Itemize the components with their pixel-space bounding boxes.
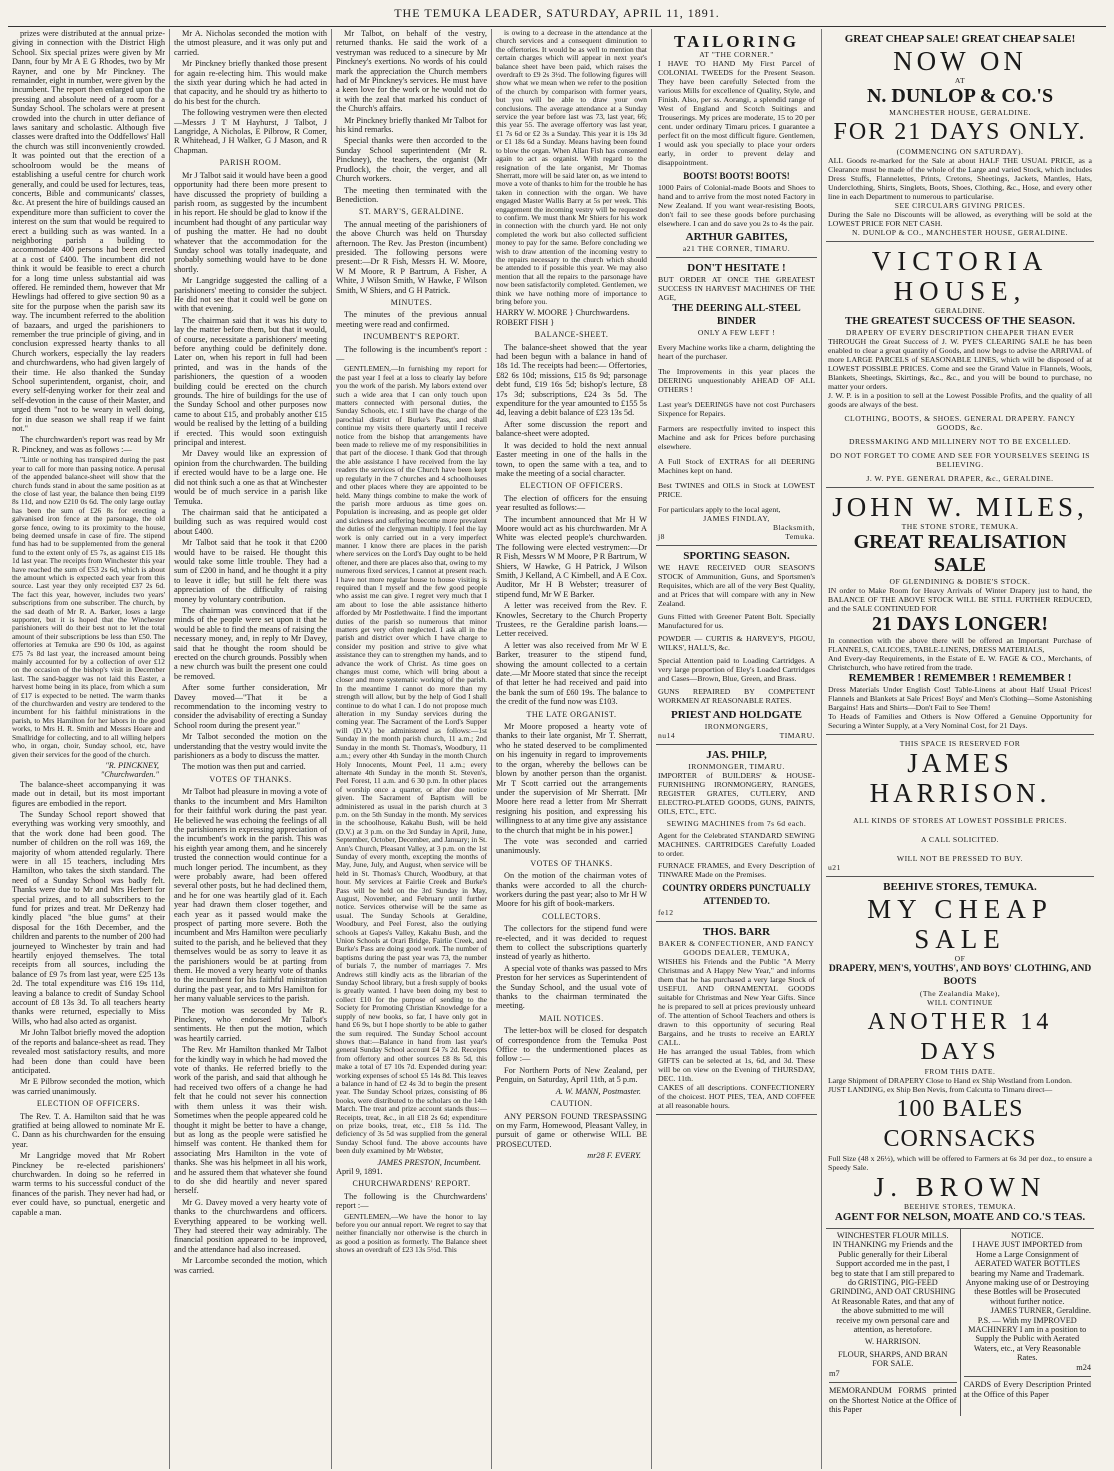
ad-body: CLOTHING, BOOTS, & SHOES. GENERAL DRAPERY. FANCY GOODS, &c. <box>844 414 1076 432</box>
section-heading: COLLECTORS. <box>542 911 601 921</box>
signature: JAMES TURNER, Geraldine. <box>990 1306 1091 1316</box>
ad-heading: COUNTRY ORDERS PUNCTUALLY ATTENDED TO. <box>662 883 811 906</box>
ad-subtitle: OF <box>954 954 966 963</box>
signature: HARRY W. MOORE } Churchwardens. <box>496 308 630 318</box>
article-paragraph: The balance-sheet showed that the year had been begun with a balance in hand of 18s 1d. The receipts had been:— Offertories, £82 6s 10d; missions, £15 8s 9d; parsonage debt fund, £19 16s 5d; bishop's lecture, £8 17s 3d; subscriptions, £24 3s 5d. The expenditure for the year amounted to £155 5s 4d, leaving a debit balance of £23 13s 5d. <box>496 342 647 418</box>
article-paragraph: The annual meeting of the parishioners of the above Church was held on Thursday afternoon. The Rev. Jas Preston (incumbent) presided. The following persons were present:—Dr R Fish, Messrs H. W. Moore, W M Moore, R P Bartrum, A Fisher, A White, J Wilson Smith, W Hawke, F Wilson Smith, W Shiers, and G H Patrick. <box>336 219 487 295</box>
ad-body: FURNACE FRAMES, and Every Description of TINWARE Made on the Premises. <box>658 861 815 879</box>
ad-james-harrison <box>826 735 1094 877</box>
article-paragraph: The chairman was convinced that if the minds of the people were set upon it that he would be able to find the means of raising the necessary money, and, in reply to Mr Davey, said that he thought the room should be erected on the church grounds. Possibly when a new church was built the present one could be removed. <box>174 605 327 681</box>
advertiser-name: J. BROWN <box>873 1172 1047 1202</box>
section-heading: CHURCHWARDENS' REPORT. <box>352 1179 471 1189</box>
ad-title: ANOTHER 14 DAYS <box>867 1009 1053 1065</box>
ad-code: a21 <box>682 244 696 253</box>
ad-body: WILL NOT BE PRESSED TO BUY. <box>896 854 1024 863</box>
ad-body: THROUGH the Great Success of J. W. PYE'S CLEARING SALE he has been enabled to clear a great quantity of Goods, and now begs to advise the ARRIVAL of more LARGE PARCELS of SEASONABLE LINES, which will be disposed of at LOWEST POSSIBLE PRICES. Come and see the Grand Value in Flannels, Wools, Blankets, Sheetings, Skirtings, &c., &c., and you will be bound to purchase, no matter your orders. <box>828 337 1092 391</box>
ad-body: GUNS REPAIRED BY COMPETENT WORKMEN AT REASONABLE RATES. <box>658 687 815 705</box>
signature: W. HARRISON. <box>864 1337 921 1347</box>
article-paragraph: Mr Moore proposed a hearty vote of thanks to their late organist, Mr T. Sherratt, who he stated deserved to be complimented on his ingenuity in regard to improvements to the organ, whereby the bellows can be blown by another person than the organist. Mr T Scott carried out the arrangements under the supervision of Mr Sherratt. [Mr Moore here read a letter from Mr Sherratt resigning his position, and expressing his willingness to at any time give any assistance to the church that might be in his power.] <box>496 722 647 835</box>
masthead: THE TEMUKA LEADER, SATURDAY, APRIL 11, 1891. <box>8 0 1106 27</box>
ad-heading: BEEHIVE STORES, TEMUKA. <box>883 881 1037 893</box>
section-heading: MAIL NOTICES. <box>539 1013 604 1023</box>
article-paragraph: After some further consideration, Mr Davey moved—"That it be a recommendation to the incoming vestry to consider the advisability of erecting a Sunday School room during the present year." <box>174 683 327 730</box>
ad-body: SEWING MACHINES from 7s 6d each. <box>666 819 807 828</box>
article-paragraph: The vote was seconded and carried unanimously. <box>496 836 647 856</box>
article-paragraph: Mr Davey would like an expression of opinion from the churchwarden. The building if erected would have to be a large one. He did not think such a one as that at Winchester would be of much service in a parish like Temuka. <box>174 449 327 506</box>
ad-title: TAILORING <box>674 32 799 51</box>
article-paragraph: Mr E Pilbrow seconded the motion, which was carried unanimously. <box>12 1077 165 1096</box>
ad-row-bottom <box>826 1229 1094 1416</box>
advertiser-address: THE STONE STORE, TEMUKA. <box>901 522 1019 531</box>
ad-body: A Full Stock of EXTRAS for all DEERING Machines kept on hand. <box>658 457 815 475</box>
ad-body: ALL KINDS OF STORES AT LOWEST POSSIBLE PRICES. <box>853 816 1067 825</box>
ad-body: CAKES of all descriptions. CONFECTIONERY of the choicest. HOT PIES, TEA, AND COFFEE at all reasonable hours. <box>658 1083 815 1110</box>
column-4 <box>492 29 652 1469</box>
article-paragraph: The letter-box will be closed for despatch of correspondence from the Temuka Post Office to the undermentioned places as follow :— <box>496 1026 647 1064</box>
article-paragraph: Special thanks were then accorded to the Sunday School superintendent (Mr R. Pinckney), the teachers, the organist (Mr Prudlock), the choir, the verger, and all Church workers. <box>336 136 487 184</box>
ad-heading: GREAT CHEAP SALE! GREAT CHEAP SALE! <box>844 33 1076 45</box>
article-paragraph: The following vestrymen were then elected—Messrs J T M Hayhurst, J Talbot, J Langridge, A Nicholas, E Pilbrow, R Comer, R Whitehead, J H Walker, G J Mason, and R Chapman. <box>174 108 327 155</box>
section-heading: MINUTES. <box>390 297 433 307</box>
ad-sporting-season <box>656 546 817 745</box>
ad-body: JUST LANDING, ex Ship Ben Nevis, from Calcutta to Timaru direct— <box>828 1085 1053 1094</box>
ad-body: ALL Goods re-marked for the Sale at about HALF THE USUAL PRICE, as a Clearance must be made of the whole of the Large and varied Stock, which includes Dress Stuffs, Flannelettes, Prints, Cretons, Sheetings, Jackets, Mantles, Hats, Underclothing, Shirts, Singlets, Boots, Shoes, Clothing, &c., Hose, and every other line in each Department to numerous to particularise. <box>828 156 1092 201</box>
ad-body: The Improvements in this year places the DEERING unquestionably AHEAD OF ALL OTHERS ! <box>658 367 815 394</box>
ad-body: Guns Fitted with Greener Patent Bolt. Specially Manufactured for us. <box>658 612 815 630</box>
ad-code: fe12 <box>658 908 674 917</box>
ad-code: nu14 <box>658 731 676 740</box>
date-line: April 9, 1891. <box>336 1167 383 1176</box>
ad-body: POWDER — CURTIS & HARVEY'S, PIGOU, WILKS', HALL'S, &c. <box>658 634 815 652</box>
ad-heading: 21 DAYS LONGER! <box>872 613 1048 635</box>
column-3 <box>332 29 492 1469</box>
ad-heading: THIS SPACE IS RESERVED FOR <box>899 739 1021 748</box>
ad-subtitle: FROM THIS DATE. <box>924 1067 996 1076</box>
ad-footer: J. W. PYE. GENERAL DRAPER, &c., GERALDINE. <box>866 474 1054 483</box>
ad-body: WISHES his Friends and the Public "A Merry Christmas and A Happy New Year," and informs them that he has purchased a very large Stock of USEFUL AND ORNAMENTAL GOODS suitable for Christmas and New Year Gifts. Since he is prepared to sell at prices previously unheard of. The attention of School Teachers and others is drawn to this opportunity of securing Real Bargains, and he trusts to receive an EARLY CALL. <box>658 957 815 1047</box>
article-paragraph: The churchwarden's report was read by Mr R. Pinckney, and was as follows :— <box>12 435 165 454</box>
ad-body: To Heads of Families and Others is Now Offered a Genuine Opportunity for Securing a Winter Supply, at a Very Nominal Cost, for 21 Days. <box>828 712 1092 730</box>
ad-subtitle: AT <box>954 76 966 85</box>
ad-code: j8 <box>658 532 665 541</box>
ad-subtitle: (The Zealandia Make), <box>919 989 1001 998</box>
advertiser-trade: IRONMONGERS, <box>704 722 769 731</box>
advertiser-address: GERALDINE. <box>934 306 986 315</box>
article-paragraph: The chairman said that it was his duty to lay the matter before them, but that it would, of course, necessitate a parishioners' meeting before anything could be definitely done. Later on, when his report in full had been printed, and was in the hands of the parishioners, the question of a wooden building could be erected on the church grounds. The hire of buildings for the use of the Sunday School and other purposes now came to about £15, and probably another £15 would be realised by the letting of a building if erected. This would soon extinguish principal and interest. <box>174 315 327 448</box>
ad-body: P.S. — With my IMPROVED MACHINERY I am in a position to Supply the Public with Aerated Waters, etc., at Very Reasonable Rates. <box>968 1315 1087 1363</box>
article-paragraph: Mr Talbot seconded the motion on the understanding that the vestry would invite the parishioners as a body to discuss the matter. <box>174 732 327 761</box>
article-paragraph: The Rev. T. A. Hamilton said that he was gratified at being allowed to nominate Mr E. C. Dann as his churchwarden for the ensuing year. <box>12 1111 165 1149</box>
signature: ROBERT FISH } <box>496 317 555 327</box>
advertiser-name: N. DUNLOP & CO.'S <box>866 85 1054 107</box>
ad-body: Large Shipment of DRAPERY Close to Hand ex Ship Westland from London. <box>828 1076 1072 1085</box>
town: Temuka. <box>785 532 815 541</box>
ad-body: Farmers are respectfully invited to inspect this Machine and ask for Prices before purchasing elsewhere. <box>658 424 815 451</box>
section-heading: INCUMBENT'S REPORT. <box>363 332 460 342</box>
section-heading: ELECTION OF OFFICERS. <box>519 481 624 491</box>
ad-title: THE DEERING ALL-STEEL BINDER <box>672 303 801 327</box>
ad-body: Special Attention paid to Loading Cartridges. A very large proportion of Eley's Loaded Cartridges and Cases—Brown, Blue, Green, and Brass. <box>658 656 815 683</box>
ad-thos-barr <box>656 922 817 1115</box>
article-paragraph: Mr G. Davey moved a very hearty vote of thanks to the churchwardens and officers. Everything appeared to be working well. They had steered their way admirably. The financial position appeared to be improved, and the attendance had also increased. <box>174 1197 327 1254</box>
ad-notice-turner <box>961 1229 1095 1416</box>
ad-body: DRESSMAKING AND MILLINERY NOT TO BE EXCELLED. <box>849 437 1071 446</box>
article-paragraph: Mr Langridge suggested the calling of a parishioners' meeting to consider the subject. He did not see that it could well be gone on with that evening. <box>174 276 327 314</box>
ad-deering-binder <box>656 258 817 546</box>
advertiser-trade: Blacksmith, <box>773 523 815 532</box>
article-paragraph: "Little or nothing has transpired during the past year to call for more than passing notice. A perusal of the appended balance-sheet will show that the church funds stand in about the same position as at the close of last year, the balance then being £199 8s 11d, and now £210 0s 6d. The only large outlay has been the sum of £26 8s for erecting a galvanised iron fence at the parsonage, the old gorse fence, owing to its proximity to the house, being deemed unsafe in case of fire. The stipend fund has had to be supplemented from the general fund to the extent only of £5 7s, as against £15 18s 1d last year. The receipts from Winchester this year have reached the sum of £53 2s 6d, which is about the amount which is expected each year from this source. Last year they only receipted £37 2s 6d. The fact this year, however, includes two years' subscriptions from one subscriber. The church, by the sad death of Mr R. A. Barker, loses a large supporter, but it is hoped that the Winchester parishioners will do their best not to let the total amount of their subscriptions be less than £50. The offertories at Temuka are £90 0s 10d, as against £75 7s 8d last year, the increased amount being mainly accounted for by a collection of over £12 on the occasion of the bishop's visit in December last. The sand-bagger was not laid this Easter, a harvest home being in its place, from which a sum of £17 is expected to be netted. The warm thanks of the churchwarden and vestry are tendered to the incumbent for his faithful ministrations in the parish, to Mrs Hamilton for her labors in the good works, to Mrs H. R. Smith and Messrs Hoare and Smallridge for collecting, and to all willing helpers who, in organ, choir, Sunday school, etc, have given their services for the good of the church. <box>12 455 165 759</box>
ad-jas-philp <box>656 745 817 922</box>
ad-heading: DON'T HESITATE ! <box>687 262 786 274</box>
article-paragraph: The following is the incumbent's report :— <box>336 344 487 363</box>
ad-code: m7 <box>829 1368 840 1378</box>
article-paragraph: Mr Langridge moved that Mr Robert Pinckney be re-elected parishioners' churchwarden. In doing so he referred in warm terms to his successful conduct of the finances of the parish. They never had had, or ever could have, so punctual, energetic and capable a man. <box>12 1151 165 1217</box>
article-paragraph: Mr Talbot had pleasure in moving a vote of thanks to the incumbent and Mrs Hamilton for their faithful work during the past year. He believed he was echoing the feelings of all the parishioners in expressing appreciation of the incumbent's work in the parish. This was his eighth year among them, and he sincerely trusted the connection would continue for a much longer period. The incumbent, as they were probably aware, had been offered several other posts, but he had declined them, and he for one was heartily glad of it. Each year had drawn them closer together, and each year as it passed would make the prospect of parting more severe. Both the incumbent and Mrs Hamilton were peculiarly suited to the parish, and he believed that they themselves would be as sorry to leave it as the parishioners would be at parting from them. He moved a very hearty vote of thanks to the incumbent for his faithful ministration during the past year, and to Mrs Hamilton for her many valuable services to the parish. <box>174 787 327 1004</box>
advertiser-name: JAS. PHILP, <box>706 749 767 761</box>
ad-body: He has arranged the usual Tables, from which GIFTS can be selected at 1s, 6d, and 3d. These will be on view on the Evening of THURSDAY, DEC. 11th. <box>658 1047 815 1083</box>
article-paragraph: The chairman said that he anticipated a building such as was required would cost about £400. <box>174 507 327 536</box>
ad-heading: THE GREATEST SUCCESS OF THE SEASON. <box>844 315 1076 327</box>
ad-tailoring <box>656 29 817 258</box>
article-paragraph: Mr Talbot, on behalf of the vestry, returned thanks. He said the work of a vestryman was reduced to a sinecure by Mr Pinckney's exertions. No words of his could mark the appreciation the Church members had of Mr Pinckney's services. He must have a keen love for the work or he would not do it with the zeal that marked his conduct of the Church's affairs. <box>336 29 487 114</box>
ad-subtitle: ONLY A FEW LEFT ! <box>697 328 776 337</box>
article-paragraph: Mr A. Nicholas seconded the motion with the utmost pleasure, and it was only put and carried. <box>174 29 327 57</box>
signature: mr28 F. EVERY. <box>587 1151 641 1161</box>
advertiser-name: THOS. BARR <box>702 926 771 938</box>
article-paragraph: On the motion of the chairman votes of thanks were accorded to all the church-workers during the past year; also to Mr H W Moore for his gift of book-markers. <box>496 871 647 909</box>
ad-body: I HAVE TO HAND My First Parcel of COLONIAL TWEEDS for the Present Season. They have been carefully Selected from the various Mills for excellence of Quality, Style, and Finish. Also, per ss. Aorangi, a splendid range of West of England and Scotch Suitings and Trouserings. My prices are moderate, 15 to 20 per cent. under ordinary Timaru prices. I guarantee a perfect fit on the most difficult figure. Gentlemen, I would ask you specially to place your orders early, in order to prevent delay and disappointment. <box>658 59 815 167</box>
column-2 <box>170 29 332 1469</box>
ad-body: A CALL SOLICITED. <box>920 835 1000 844</box>
section-heading: CAUTION. <box>550 1099 593 1109</box>
ad-victoria-house <box>826 242 1094 488</box>
ad-footer: N. DUNLOP & CO., MANCHESTER HOUSE, GERALDINE. <box>851 228 1069 237</box>
section-heading: VOTES OF THANKS. <box>530 858 613 868</box>
ad-heading: FLOUR, SHARPS, AND BRAN FOR SALE. <box>837 1349 948 1369</box>
ad-title: VICTORIA HOUSE, <box>871 246 1049 306</box>
article-paragraph: Mr Pinckney briefly thanked those present for again re-electing him. This would make the sixth year during which he had acted in that capacity, and he should try as hitherto to do his best for the church. <box>174 59 327 106</box>
column-6-advertisements <box>822 29 1098 1469</box>
ad-title: MY CHEAP SALE <box>867 894 1053 954</box>
advertiser-name: JAMES HARRISON. <box>869 748 1051 808</box>
ad-title: FOR 21 DAYS ONLY. <box>833 119 1087 145</box>
article-paragraph: is owing to a decrease in the attendance at the church services and a consequent diminution to the offertories. It would be as well to mention that certain charges which will appear in next year's balance sheet have been paid, which raises the overdraft to £9 2s 3½d. The following figures will show what we mean when we refer to the position of the church by comparison with former years, but you will be able to draw your own conclusions. The average attendance at a Sunday service the year before last was 73, last year, 66; this year 55. The average offertory was last year, £1 7s 6d or £2 3s a Sunday. This year it is 19s 3d or £1 18s 6d a Sunday. Means having been found to blow the organ. When Allan Fish has consented again to act as organist. With regard to the resignation of the late organist, Mr Thomas Sherratt, more will be said later on, as we intend to move a vote of thanks to him for the trouble he has taken in connection with the organ. We have engaged Master Wallis Barry at 5s per week. This engagement the incoming vestry will be requested to confirm. We must thank Mr Shiers for his work in connection with the church yard. He not only completed the work but also collected sufficient money to pay for the same. Before concluding we wish to draw attention of the incoming vestry to the repairs necessary to the church which should be attended to if possible this year. We may also mention that all the repairs to the parsonage have now been satisfactorily completed. Gentlemen, we think we have nothing more of importance to bring before you. <box>496 29 647 306</box>
article-paragraph: The motion was seconded by Mr R. Pinckney, who endorsed Mr Talbot's sentiments. He then put the motion, which was heartily carried. <box>174 1005 327 1043</box>
advertiser-address: MANCHESTER HOUSE, GERALDINE. <box>889 108 1031 117</box>
ad-winchester-flour-mills <box>826 1229 961 1416</box>
newspaper-page <box>8 29 1106 1469</box>
article-paragraph: A special vote of thanks was passed to Mrs Preston for her services as Superintendent of the Sunday School, and the usual vote of thanks to the chairman terminated the meeting. <box>496 963 647 1011</box>
ad-dunlop <box>826 29 1094 242</box>
ad-body: DO NOT FORGET TO COME AND SEE FOR YOURSELVES SEEING IS BELIEVING. <box>829 451 1091 469</box>
ad-john-w-miles <box>826 488 1094 735</box>
column-5-advertisements <box>652 29 822 1469</box>
ad-code: m24 <box>1076 1362 1091 1372</box>
article-paragraph: A letter was also received from Mr W E Barker, treasurer to the stipend fund, showing the amount collected to a certain date.—Mr Moore stated that since the receipt of that letter he had received and paid into the bank the sum of £60 19s. The balance to the credit of the fund now was £103. <box>496 640 647 707</box>
article-paragraph: prizes were distributed at the annual prize-giving in connection with the District High School. Six special prizes were given by Mr Dann, four by Mr A E G Rhodes, two by Mr Rayner, and one by Mr Pinckney. The remainder, eight in number, were given by the incumbent. The report then enlarged upon the pressing and absolute need of a room for a Sunday School. The scholars were at present crowded into the church in utter defiance of laws sanitary and scholastic. Although five classes were drafted into the Oddfellows' Hall the church was still inconveniently crowded. It was pointed out that the erection of a schoolroom would be the means of establishing a useful centre for church work generally, and could be used for lectures, teas, concerts, Bible and communicants' classes, &c. At present the hire of buildings caused an expenditure more than sufficient to cover the interest on the sum that would be required to erect a building such as was wanted. In a neighboring parish a building to accommodate 400 persons had been erected at a cost of £400. The incumbent did not think it would be feasible to erect a church for a long time unless substantial aid was offered. He reminded them, however that Mr Hewlings had offered to give section 90 as a site for the purpose when the parish saw its way. The incumbent referred to the abolition of bazaars, and urged the parishioners to remember the true principle of giving, and in conclusion expressed hearty thanks to all Church workers, especially the lay readers and churchwardens, who had given largely of their time. He also thanked the Sunday School superintendent, organist, choir, and every self-denying worker for their zeal and self-devotion in the cause of their Master, and urged them "not to be weary in well doing, for in due season we shall reap if we faint not." <box>12 29 166 434</box>
ad-subtitle: AT "THE CORNER." <box>699 50 774 59</box>
article-paragraph: The minutes of the previous annual meeting were read and confirmed. <box>336 310 487 329</box>
address-text: THE CORNER, TIMARU. <box>697 244 791 253</box>
ad-title: 100 BALES CORNSACKS <box>883 1096 1037 1152</box>
ad-body: IN order to Make Room for Heavy Arrivals of Winter Drapery just to hand, the BALANCE OF THE ABOVE STOCK WILL BE STILL FURTHER REDUCED, and the SALE CONTINUED FOR <box>828 586 1092 613</box>
article-paragraph: The election of officers for the ensuing year resulted as follows:— <box>496 493 647 513</box>
article-paragraph: The balance-sheet accompanying it was made out in detail, but its most important figures are embodied in the report. <box>12 779 165 808</box>
town: TIMARU. <box>779 731 815 740</box>
advertiser-name: ARTHUR GABITES, <box>685 231 788 243</box>
ad-body: IN THANKING my Friends and the Public generally for their Liberal Support accorded me in the past, I beg to state that I am still prepared to do GRISTING, PIG-FEED GRINDING, AND OAT CRUSHING At Reasonable Rates, and that any of the above submitted to me will receive my own personal care and attention, as heretofore. <box>830 1240 956 1335</box>
ad-heading: GREAT REALISATION SALE <box>853 531 1067 576</box>
article-paragraph: GENTLEMEN,—In furnishing my report for the past year I feel at a loss to clearly lay before you the work of the parish. My labors extend over such a wide area that I can only touch upon matters connected with personal duties, the Sunday Schools, etc. I still have the charge of the parochial district of Burke's Pass, and shall continue my visits there quarterly until I receive notice from the bishop that arrangements have been made to relieve me of my responsibilities in that part of the diocese. I thank God that through the able assistance I have received from the lay readers the services of the Church have been kept up regularly in the 7 churches and 4 schoolhouses and other places where they are appointed to be held. Many things combine to make the work of the parish more arduous as time goes on. Population is increasing, and as people get older and sickness and suffering become more prevalent the duties of the clergyman multiply. I feel the lay work is only carried out in a very imperfect manner. I know there are places in the parish where services on the Lord's Day ought to be held oftener, and there are places also that, owing to my numerous fixed services, I cannot at present reach. I have not more regular house to house visiting is required than I myself and the few good people who assist me can give. I regret very much that I am about to lose the able assistance hitherto afforded by Mr Postlethwaite. I find the important duties of the parish so numerous that minor matters get very often neglected. I ask all in the parish and district over which I have charge to consider my position and strive to give what assistance they can to strengthen my hands, and to advance the work of Christ. As time goes on changes must come, which will bring about a closer and more systematic working of the parish. In the meantime I cannot do more than my strength will allow, but by the help of God I shall continue to do what I can. I do not propose much alteration in my Sunday services during the coming year. The Sacrament of the Lord's Supper will (D.V.) be administered as follows:—1st Sunday in the month parish church, 11 a.m.; 2nd Sunday in the month St. Thomas's, Woodbury, 11 a.m.; every other 4th Sunday in the month Church Holy Innocents, Mount Peel, 11 a.m.; every alternate 4th Sunday in the month St. Steven's, Peel Forest, 11 a.m. and 6 30 p.m. In other places of worship once a quarter, or after due notice given. The Sacrament of Baptism will be administered as usual in the parish church at 3 p.m. on the 5th Sunday in the month. My services in the schoolhouse, Kakahu Bush, will be held (D.V.) at 3 p.m. on the 3rd Sunday in April, June, September, October, December, and January; in St. Ann's Church, Pleasant Valley, at 3 p.m. on the 1st Sunday of every month, excepting the months of May, June, July, and August, when service will be held in St. Thomas's Church, Woodbury, at that hour. My services at Fairlie Creek and Burke's Pass will be held on the 3rd Sunday in May, August, November, and February until further notice. Services otherwise will be the same as usual. The Sunday Schools at Geraldine, Woodbury, and Peel Forest, also the outlying schools at Gapes's Valley, Kakahu Bush, and the Union Schools at Orari Bridge, Fairlie Creek, and Burke's Pass are doing good work. The number of baptisms during the past year was 73, the number of burials 7, the number of marriages 7. Mrs Andrews still kindly acts as the librarian of the Sunday School library, but a fresh supply of books is greatly wanted. I have been doing my best to collect £10 for the purpose of sending to the Society for Promoting Christian Knowledge for a supply of new books, so far, I have only got in hand £6 9s, but I hope shortly to be able to gather the sum required. The Sunday School account shows that:—Balance in hand from last year's general Sunday School account £4 7s 2d. Receipts from offertory and other sources £8 8s 5d, this make a total of £7 10s 7d. Expended during year: working expenses of school £5 14s 8d. This leaves a balance in hand of £2 4s 3d to begin the present year. The Sunday School prizes, consisting of 86 books, were distributed to the scholars on the 14th March. The treat and prize account stands thus:—Receipts, treat, &c., in all £18 2s 6d; expenditure on prize books, treat, etc., £18 5s 11d. The deficiency of 3s 5d was supplied from the general Sunday School fund. The above accounts have been duly examined by Mr Webster, <box>336 364 487 1156</box>
article-paragraph: The following is the Churchwardens' report :— <box>336 1191 487 1211</box>
section-heading: PARISH ROOM. <box>219 158 282 168</box>
ad-body: WE HAVE RECEIVED OUR SEASON'S STOCK of Ammunition, Guns, and Sportsmen's Requisites, which are all of the very Best Quality, and at Prices that will compare with any in New Zealand. <box>658 563 815 608</box>
ad-cards: CARDS of Every Description Printed at the Office of this Paper <box>964 1376 1092 1399</box>
advertiser-name: PRIEST AND HOLDGATE <box>670 709 802 721</box>
article-paragraph: Mr John Talbot briefly moved the adoption of the reports and balance-sheet as read. They revealed most satisfactory results, and more had been done than could have been anticipated. <box>12 1028 165 1075</box>
ad-beehive-stores <box>826 877 1094 1229</box>
ad-subtitle: WILL CONTINUE <box>927 998 993 1007</box>
advertiser-trade: IRONMONGER, TIMARU. <box>688 762 785 771</box>
advertiser-address: BEEHIVE STORES, TEMUKA. <box>903 1202 1017 1211</box>
article-paragraph: GENTLEMEN,—We have the honor to lay before you our annual report. We regret to say that neither financially nor otherwise is the church in as good a position as formerly. The Balance sheet shows an overdraft of £23 13s 5½d. This <box>336 1211 487 1255</box>
ad-body: Agent for the Celebrated STANDARD SEWING MACHINES. CARTRIDGES Carefully Loaded to order. <box>658 831 815 858</box>
signature: A. W. MANN, Postmaster. <box>555 1086 641 1096</box>
article-paragraph: For Northern Ports of New Zealand, per Penguin, on Saturday, April 11th, at 5 p.m. <box>496 1065 647 1085</box>
ad-body: And Every-day Requirements, in the Estate of E. W. FAGE & CO., Merchants, of Christchurch, who have retired from the trade. <box>828 654 1092 672</box>
advertiser-name: JAMES FINDLAY, <box>703 514 770 523</box>
ad-body: IMPORTER of BUILDERS' & HOUSE-FURNISHING IRONMONGERY, RANGES, REGISTER GRATES, CUTLERY, AND ELECTRO-PLATED GOODS, GUNS, PAINTS, OILS, ETC., ETC. <box>658 771 815 816</box>
ad-subtitle: OF GLENDINING & DOBIE'S STOCK. <box>889 577 1031 586</box>
article-paragraph: It was decided to hold the next annual Easter meeting in one of the halls in the town, to open the same with a tea, and to make the meeting of a social character. <box>496 440 647 478</box>
ad-subtitle: (COMMENCING ON SATURDAY). <box>896 147 1024 156</box>
article-paragraph: The Rev. Mr Hamilton thanked Mr Talbot for the kindly way in which he had moved the vote of thanks. He referred briefly to the work of the parish, and said that although he had received two offers of a change he had felt that he could not sever his connection with them unless it was their wish. Sometimes when the people appeared cold he thought it might be better to have a change, but as long as the people were satisfied he himself was content. He thanked them for associating Mrs Hamilton in the vote of thanks. She was his helpmeet in all his work, and he assured them that whatever she found to do she did heartily and never spared herself. <box>174 1045 327 1196</box>
ad-body: BUT ORDER AT ONCE THE GREATEST SUCCESS IN HARVEST MACHINES OF THE AGE, <box>658 275 815 302</box>
ad-heading: REMEMBER ! REMEMBER ! REMEMBER ! <box>848 672 1072 684</box>
ad-body: Last year's DEERINGS have not cost Purchasers Sixpence for Repairs. <box>658 400 815 418</box>
ad-memorandum-forms: MEMORANDUM FORMS printed on the Shortest Notice at the Office of this Paper <box>829 1382 957 1414</box>
advertiser-location <box>658 731 815 740</box>
ad-subtitle: DRAPERY OF EVERY DESCRIPTION CHEAPER THAN EVER <box>845 328 1075 337</box>
article-paragraph: The Sunday School report showed that everything was working very smoothly, and that the work done had been good. The number of children on the roll was 169, the majority of whom attended regularly. There were in all 15 teachers, including Mrs Hamilton, who takes the sixth standard. The need of a Sunday School was badly felt. Thanks were due to Mr and Mrs Herbert for special prizes, and to all subscribers to the fund for prizes and treat. Mr DeRenzy had kindly placed "the blue gums" at their disposal for the 16th December, and the children and parents to the number of 200 had journeyed to Winchester by train and had heartily enjoyed themselves. The total receipts from all sources, including the balance of £9 7s from last year, were £25 13s 2d. The total expenditure was £16 19s 11d, leaving a balance to credit of Sunday School account of £8 13s 3d. To all teachers hearty thanks were returned, especially to Miss Wills, who had also acted as organist. <box>12 809 165 1026</box>
advertiser-location <box>658 532 815 541</box>
article-paragraph: The motion was then put and carried. <box>182 762 306 772</box>
ad-heading: SEE CIRCULARS GIVING PRICES. <box>894 201 1026 210</box>
section-heading: ST. MARY'S, GERALDINE. <box>359 207 464 217</box>
advertiser-address <box>658 244 815 253</box>
ad-title: WINCHESTER FLOUR MILLS. <box>836 1231 949 1240</box>
ad-title: JOHN W. MILES, <box>832 492 1088 522</box>
signature: "R. PINCKNEY, <box>105 760 159 770</box>
signature: JAMES PRESTON, Incumbent. <box>377 1157 481 1167</box>
ad-title: NOW ON <box>893 46 1027 76</box>
ad-heading: BOOTS! BOOTS! BOOTS! <box>683 171 790 181</box>
article-paragraph: Mr Larcombe seconded the motion, which was carried. <box>174 1256 327 1275</box>
ad-body: Anyone making use of or Destroying these Bottles will be Prosecuted without further notice. <box>965 1278 1089 1306</box>
ad-body: For particulars apply to the local agent, <box>658 505 781 514</box>
section-heading: THE LATE ORGANIST. <box>526 709 617 719</box>
ad-body: Every Machine works like a charm, delighting the heart of the purchaser. <box>658 343 815 361</box>
advertiser-trade: BAKER & CONFECTIONER, AND FANCY GOODS DEALER, TEMUKA, <box>658 939 815 957</box>
ad-code: u21 <box>828 863 841 872</box>
article-paragraph: Mr Pinckney briefly thanked Mr Talbot for his kind remarks. <box>336 115 487 135</box>
article-paragraph: ANY PERSON FOUND TRESPASSING on my Farm, Homewood, Pleasant Valley, in pursuit of game or otherwise WILL BE PROSECUTED. <box>496 1111 647 1149</box>
article-paragraph: Mr J Talbot said it would have been a good opportunity had there been more present to have discussed the propriety of building a parish room, as suggested by the incumbent in his report. He should be glad to know if the incumbent had thought of any particular way of pushing the matter. He had no doubt whatever that the accommodation for the Sunday school was totally inadequate, and probably something would have to be done shortly. <box>174 170 327 274</box>
ad-title: SPORTING SEASON. <box>683 550 790 562</box>
section-heading: VOTES OF THANKS. <box>209 774 292 784</box>
ad-heading: AGENT FOR NELSON, MOATE AND CO.'S TEAS. <box>834 1211 1086 1223</box>
ad-body: In connection with the above there will be offered an Important Purchase of FLANNELS, CALICOES, TABLE-LINENS, DRESS MATERIALS, <box>828 636 1092 654</box>
ad-body: 1000 Pairs of Colonial-made Boots and Shoes to hand and to arrive from the most noted Factory in New Zealand. If you want wear-resisting Boots, don't fail to see these goods before purchasing elsewhere. I can and do save you 2s to 4s the pair. <box>658 183 815 228</box>
article-paragraph: The meeting then terminated with the Benediction. <box>336 185 487 204</box>
column-1 <box>8 29 170 1469</box>
section-heading: BALANCE-SHEET. <box>534 330 609 340</box>
ad-body: Full Size (48 x 26½), which will be offered to Farmers at 6s 3d per doz., to ensure a Speedy Sale. <box>828 1154 1092 1172</box>
ad-body: J. W. P. is in a position to sell at the Lowest Possible Profits, and the quality of all goods are always of the best. <box>828 391 1092 409</box>
signature: "Churchwarden." <box>100 770 159 780</box>
article-paragraph: After some discussion the report and balance-sheet were adopted. <box>496 419 647 439</box>
ad-body: Dress Materials Under English Cost! Table-Linens at about Half Usual Prices! Flannels and Blankets at Sale Prices! Boys' and Men's Clothing—Some Astonishing Bargains! Hats and Shirts—Don't Fail to See Them! <box>828 685 1092 712</box>
article-paragraph: The collectors for the stipend fund were re-elected, and it was decided to request them to collect the subscriptions quarterly instead of yearly as hitherto. <box>496 924 647 962</box>
ad-heading: DRAPERY, MEN'S, YOUTHS', AND BOYS' CLOTHING, AND BOOTS <box>828 964 1092 987</box>
ad-body: During the Sale no Discounts will be allowed, as everything will be sold at the LOWEST PRICE FOR NET CASH. <box>828 210 1092 228</box>
article-paragraph: A letter was received from the Rev. F. Knowles, Secretary to the Church Property Trustees, re the Geraldine parish loans.—Letter received. <box>496 601 647 639</box>
article-paragraph: Mr Talbot said that he took it that £200 would have to be raised. He thought this would take some little trouble. They had a sum of £200 in hand, and he thought it a pity to leave it idle; but still he felt there was appreciation of the difficulty of raising money by voluntary contribution. <box>174 538 327 604</box>
ad-title: NOTICE. <box>1011 1231 1044 1240</box>
article-paragraph: The incumbent announced that Mr H W Moore would act as his churchwarden. Mr A White was elected people's churchwarden. The following were elected vestrymen:—Dr R Fish, Messrs W M Moore, P R Bartrum, W Shiers, W Hawke, G H Patrick, J Wilson Smith, J Kelland, A C Kimbell, and A E Cox. Auditor, Mr H B Webster; treasurer of stipend fund, Mr W E Barker. <box>496 514 647 599</box>
ad-body: I HAVE JUST IMPORTED from Home a Large Consignment of AERATED WATER BOTTLES bearing my Name and Trademark. <box>970 1240 1085 1278</box>
ad-body: Best TWINES and OILS in Stock at LOWEST PRICE. <box>658 481 815 499</box>
section-heading: ELECTION OF OFFICERS. <box>36 1099 141 1109</box>
